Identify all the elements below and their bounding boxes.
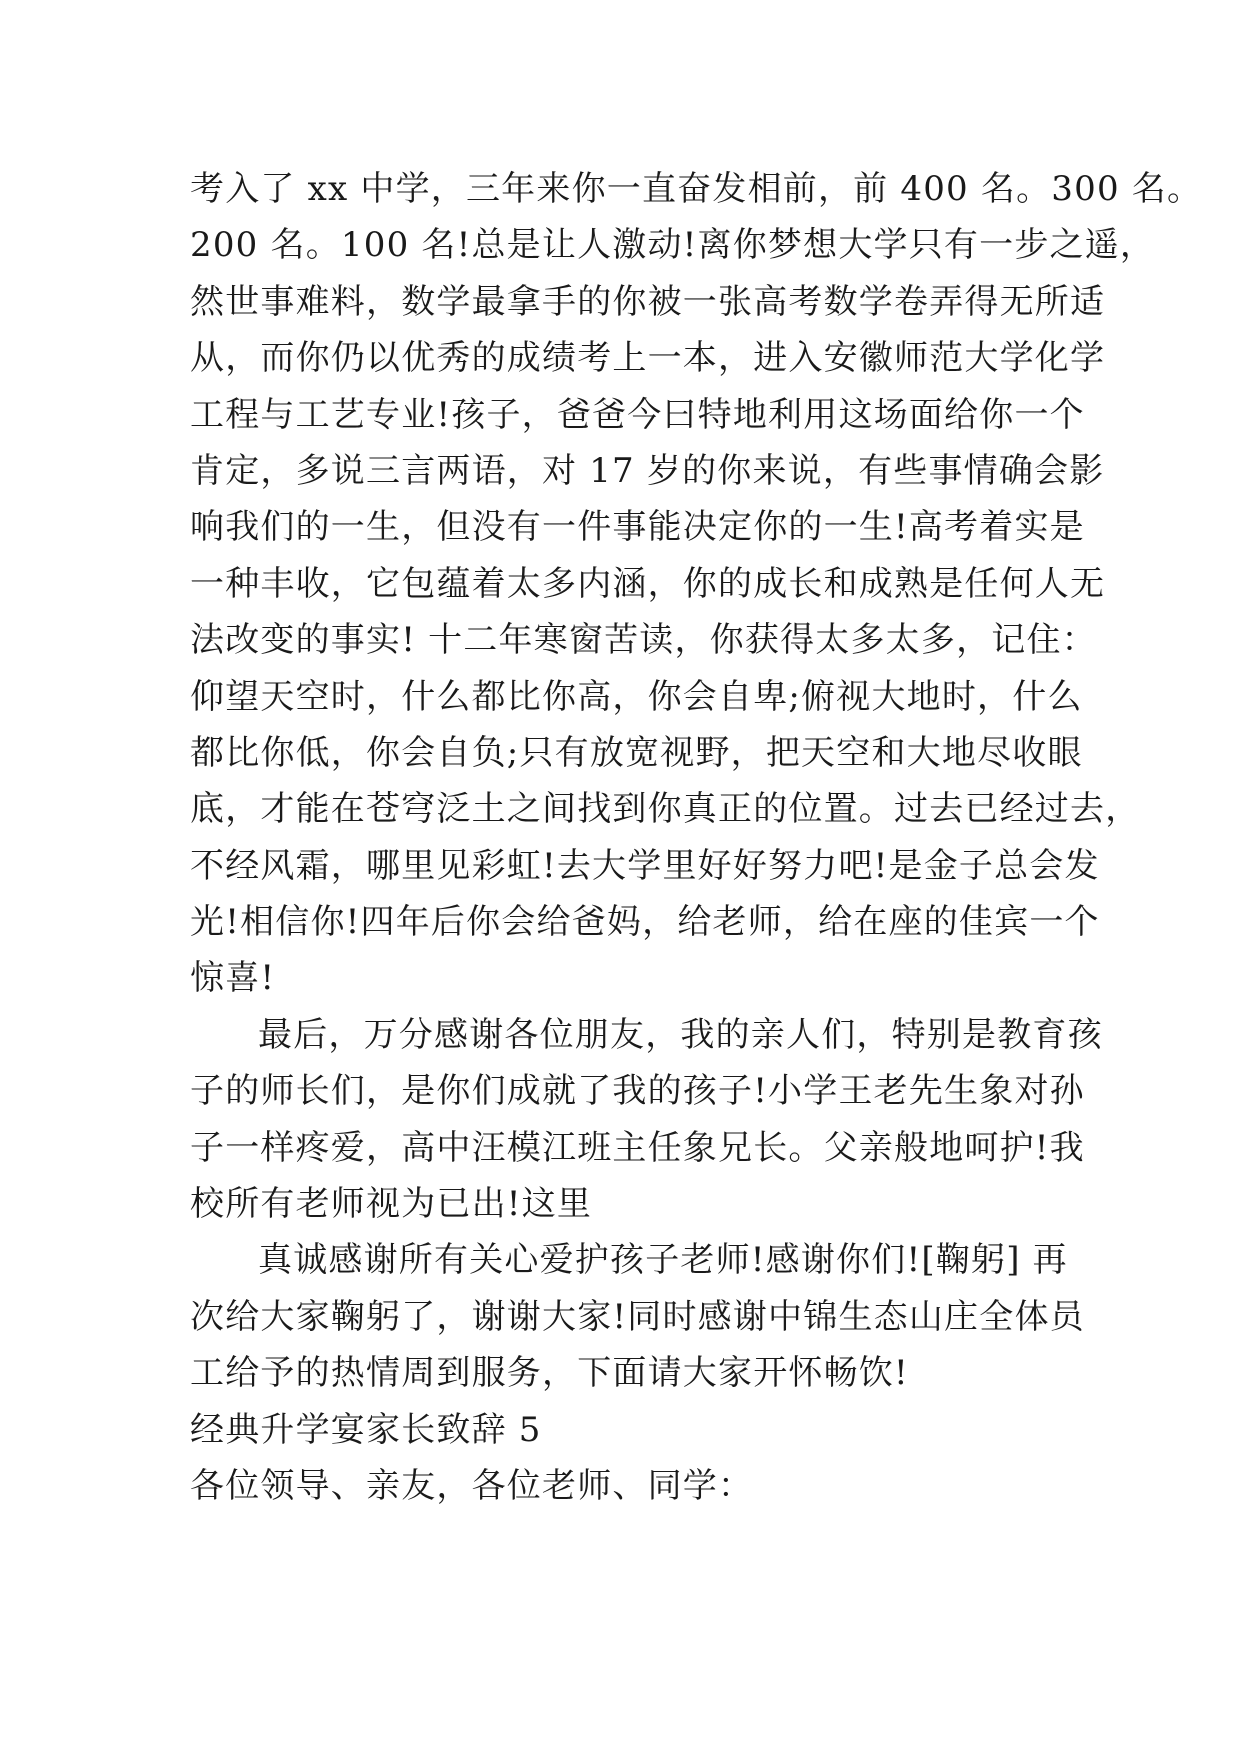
text-line: 工程与工艺专业!孩子，爸爸今曰特地利用这场面给你一个 <box>190 394 1085 435</box>
text-line: 次给大家鞠躬了，谢谢大家!同时感谢中锦生态山庄全体员 <box>190 1296 1085 1337</box>
paragraph-start-line: 真诚感谢所有关心爱护孩子老师!感谢你们![鞠躬] 再 <box>258 1240 1068 1281</box>
text-line: 工给予的热情周到服务，下面请大家开怀畅饮! <box>190 1353 909 1394</box>
text-line: 然世事难料，数学最拿手的你被一张高考数学卷弄得无所适 <box>190 281 1106 322</box>
text-line: 200 名。100 名!总是让人激动!离你梦想大学只有一步之遥， <box>190 225 1156 266</box>
text-line: 不经风霜，哪里见彩虹!去大学里好好努力吧!是金子总会发 <box>190 845 1100 886</box>
text-line: 法改变的事实! 十二年寒窗苦读，你获得太多太多，记住： <box>190 620 1097 661</box>
salutation-line: 各位领导、亲友，各位老师、同学： <box>190 1465 754 1506</box>
section-heading: 经典升学宴家长致辞 5 <box>190 1409 542 1450</box>
text-line: 考入了 xx 中学，三年来你一直奋发相前，前 400 名。300 名。 <box>190 169 1203 209</box>
text-line: 子一样疼爱，高中汪模江班主任象兄长。父亲般地呵护!我 <box>190 1127 1085 1168</box>
text-line: 底，才能在苍穹泛土之间找到你真正的位置。过去已经过去， <box>190 789 1141 830</box>
text-line: 仰望天空时，什么都比你高，你会自卑;俯视大地时，什么 <box>190 676 1083 717</box>
document-body <box>190 161 1203 1514</box>
text-line: 肯定，多说三言两语，对 17 岁的你来说，有些事情确会影 <box>190 450 1105 491</box>
text-line: 校所有老师视为已出!这里 <box>190 1184 593 1225</box>
text-line: 一种丰收，它包蕴着太多内涵，你的成长和成熟是任何人无 <box>190 563 1106 604</box>
text-line: 响我们的一生，但没有一件事能决定你的一生!高考着实是 <box>190 507 1085 548</box>
text-line: 都比你低，你会自负;只有放宽视野，把天空和大地尽收眼 <box>190 732 1083 773</box>
text-line: 子的师长们，是你们成就了我的孩子!小学王老先生象对孙 <box>190 1071 1085 1112</box>
paragraph-start-line: 最后，万分感谢各位朋友，我的亲人们，特别是教育孩 <box>258 1014 1103 1055</box>
text-line: 惊喜! <box>190 958 276 999</box>
text-line: 光!相信你!四年后你会给爸妈，给老师，给在座的佳宾一个 <box>190 902 1100 943</box>
text-line: 从，而你仍以优秀的成绩考上一本，进入安徽师范大学化学 <box>190 338 1106 379</box>
